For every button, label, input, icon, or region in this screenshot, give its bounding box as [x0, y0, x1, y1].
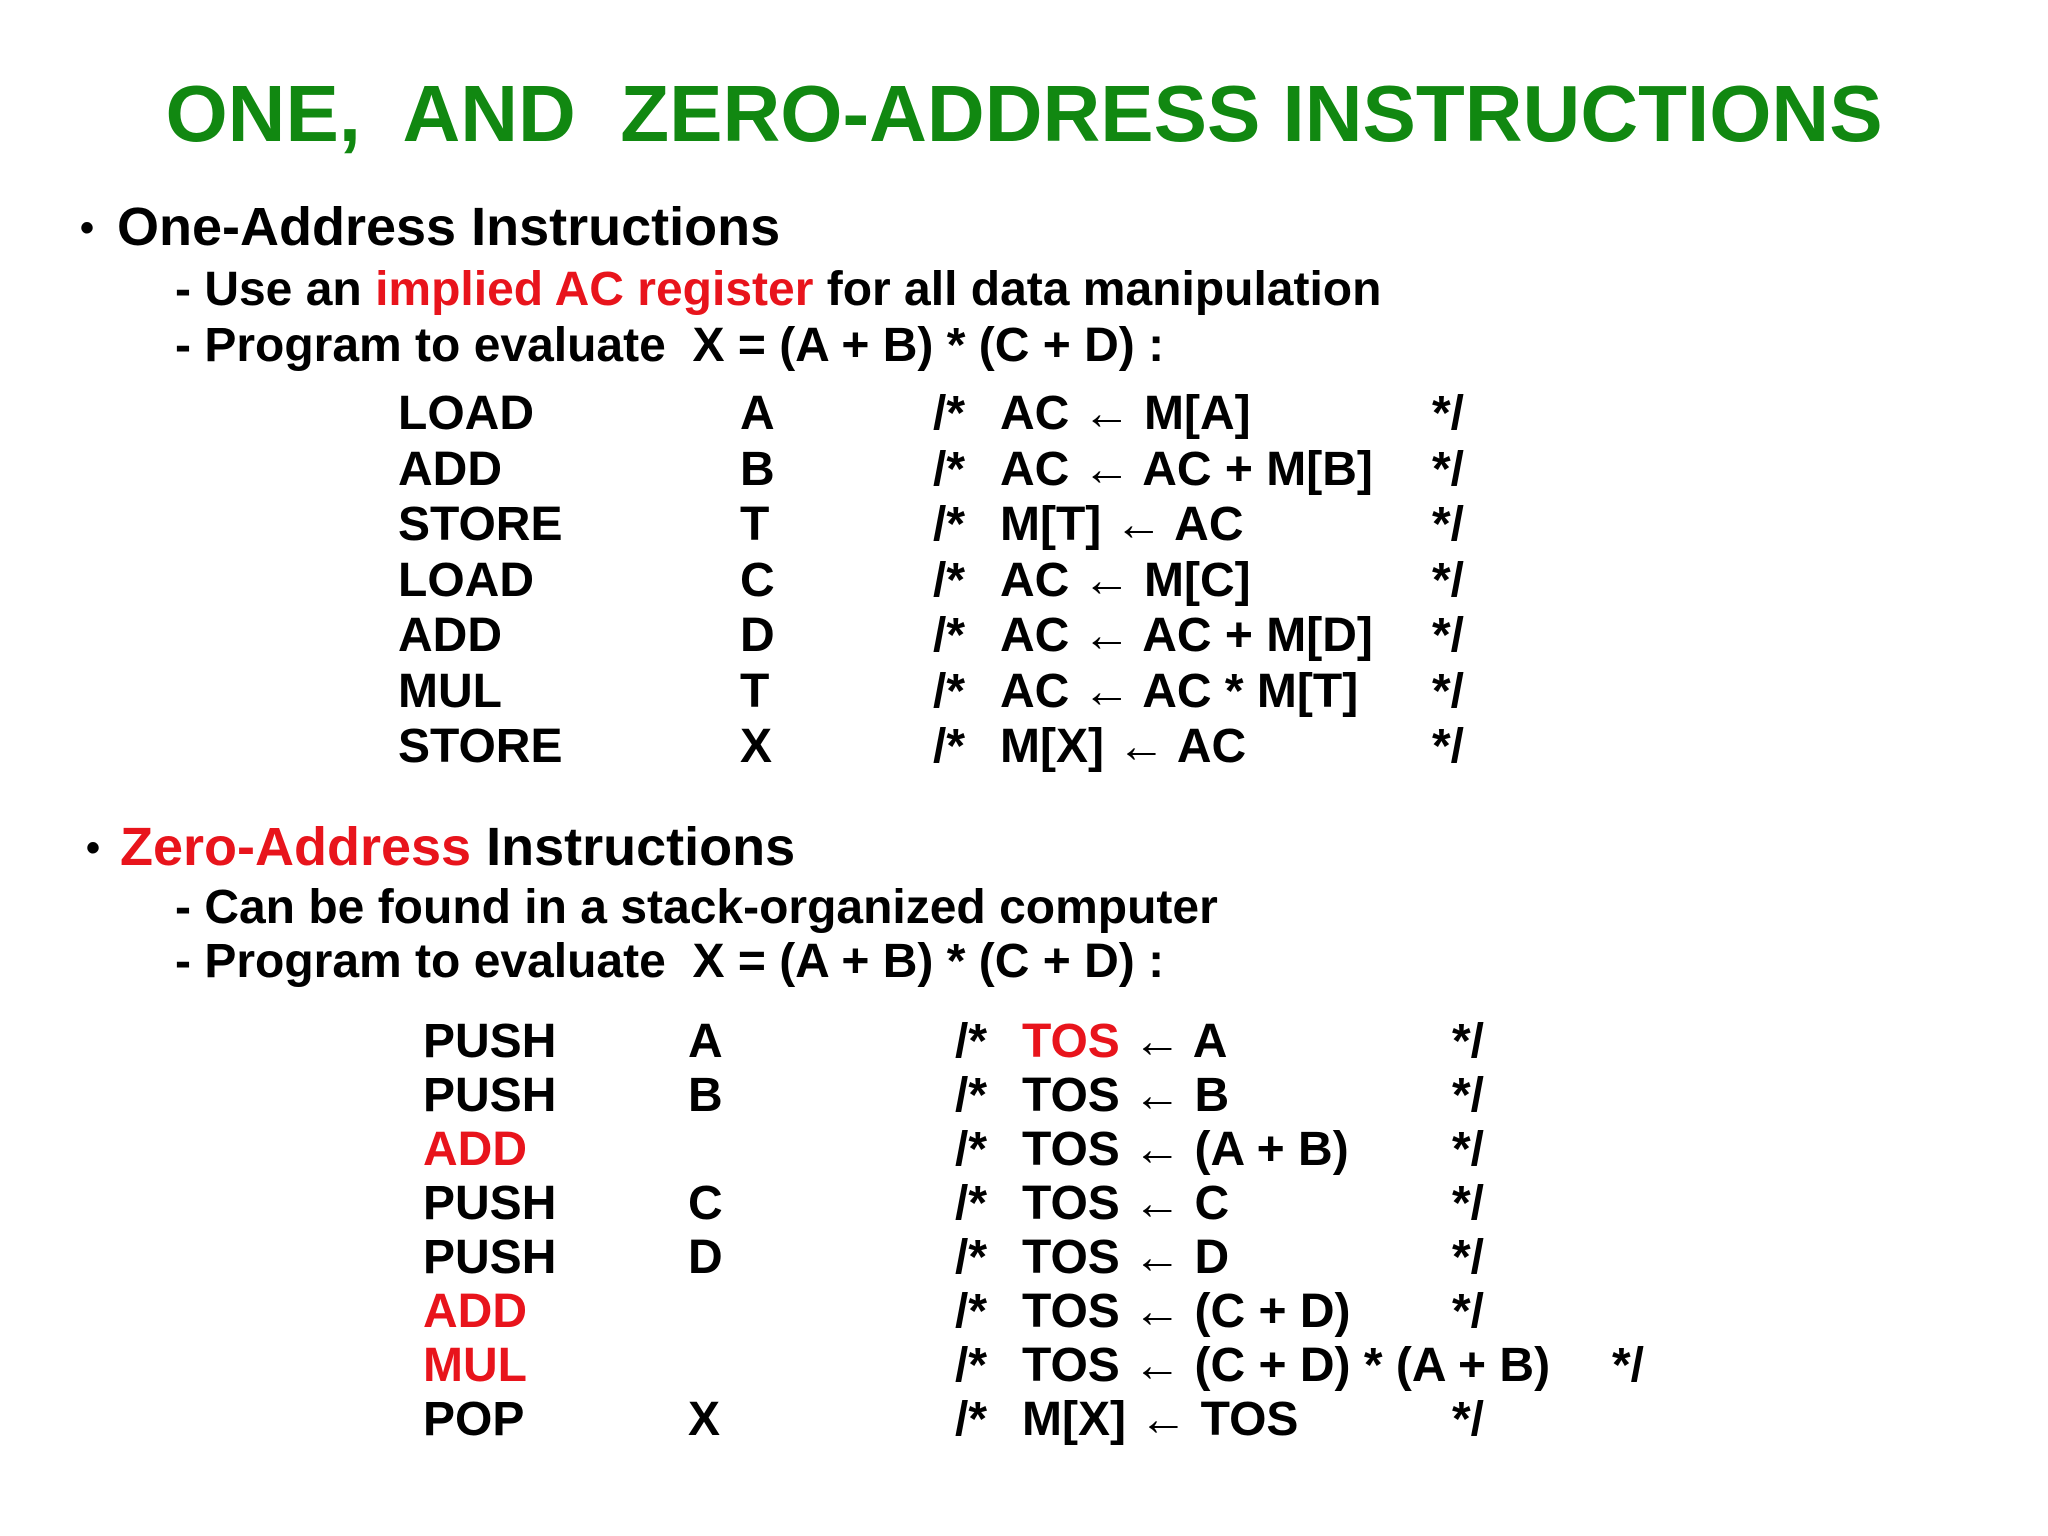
comment-text: AC ← M[A] — [1000, 387, 1251, 440]
comment-close: */ — [1452, 1177, 1485, 1230]
comment-text — [1022, 1014, 1227, 1070]
comment-text — [1022, 1230, 1229, 1286]
comment-close: */ — [1452, 1015, 1485, 1068]
instruction-opcode: ADD — [398, 442, 502, 496]
comment-open: /* — [933, 498, 966, 551]
comment-body: M[X] ← TOS — [1022, 1393, 1299, 1446]
comment-close: */ — [1452, 1069, 1485, 1122]
comment-close: */ — [1612, 1339, 1645, 1392]
comment-open: /* — [955, 1339, 988, 1392]
comment-body: TOS ← (C + D) — [1022, 1285, 1351, 1338]
comment-close: */ — [1432, 720, 1465, 773]
one-address-heading: One-Address Instructions — [117, 197, 781, 257]
comment-body: TOS ← C — [1022, 1177, 1230, 1230]
instruction-opcode: STORE — [398, 720, 563, 773]
comment-text: M[X] ← AC — [1000, 720, 1247, 773]
comment-text: AC ← AC + M[B] — [1000, 442, 1373, 496]
instruction-operand: X — [688, 1393, 721, 1446]
bullet-dot: • — [86, 826, 101, 870]
instruction-operand: C — [740, 553, 775, 607]
comment-open: /* — [933, 442, 966, 496]
comment-open: /* — [955, 1393, 988, 1446]
comment-close: */ — [1432, 387, 1465, 440]
comment-text — [1022, 1338, 1550, 1394]
instruction-operand: T — [740, 664, 770, 718]
line1-prefix: - Use an — [175, 263, 376, 316]
instructions-label: Instructions — [471, 817, 796, 877]
comment-body: ← A — [1119, 1015, 1228, 1068]
instruction-operand: A — [688, 1015, 723, 1068]
instruction-operand: D — [740, 609, 775, 662]
instruction-operand: B — [740, 442, 775, 496]
comment-close: */ — [1452, 1231, 1485, 1284]
comment-body: TOS ← (A + B) — [1022, 1123, 1349, 1176]
comment-body: TOS ← B — [1022, 1069, 1230, 1122]
instruction-operand: C — [688, 1177, 723, 1230]
instruction-operand: T — [740, 498, 770, 551]
zero-address-line1: - Can be found in a stack-organized computer — [175, 881, 1218, 934]
instruction-opcode: MUL — [398, 664, 502, 718]
comment-text: M[T] ← AC — [1000, 498, 1244, 551]
comment-open: /* — [955, 1123, 988, 1176]
comment-text — [1022, 1176, 1229, 1232]
comment-close: */ — [1432, 664, 1465, 718]
implied-ac-register: implied AC register — [375, 263, 814, 316]
tos-highlight: TOS — [1022, 1015, 1120, 1068]
instruction-opcode: LOAD — [398, 387, 534, 440]
comment-open: /* — [933, 609, 966, 662]
instruction-operand: D — [688, 1231, 723, 1284]
zero-address-heading — [120, 815, 795, 879]
comment-open: /* — [955, 1177, 988, 1230]
line1-suffix: for all data manipulation — [813, 263, 1382, 316]
instruction-operand: X — [740, 720, 773, 773]
comment-close: */ — [1452, 1393, 1485, 1446]
comment-text: AC ← M[C] — [1000, 553, 1251, 607]
zero-address-line2: - Program to evaluate X = (A + B) * (C + D) : — [175, 935, 1165, 988]
comment-text — [1022, 1068, 1229, 1124]
bullet-dot: • — [80, 206, 95, 250]
zero-address-label: Zero-Address — [120, 817, 472, 877]
instruction-opcode: PUSH — [423, 1177, 557, 1230]
comment-body: TOS ← D — [1022, 1231, 1230, 1284]
comment-close: */ — [1432, 609, 1465, 662]
comment-close: */ — [1452, 1285, 1485, 1338]
instruction-opcode: PUSH — [423, 1015, 557, 1068]
instruction-opcode: MUL — [423, 1339, 527, 1392]
comment-open: /* — [955, 1069, 988, 1122]
instruction-opcode: ADD — [398, 609, 502, 662]
comment-body: TOS ← (C + D) * (A + B) — [1022, 1339, 1551, 1392]
instruction-opcode: STORE — [398, 498, 563, 551]
comment-text: AC ← AC + M[D] — [1000, 609, 1373, 662]
instruction-opcode: LOAD — [398, 553, 534, 607]
instruction-opcode: PUSH — [423, 1231, 557, 1284]
comment-open: /* — [955, 1285, 988, 1338]
comment-close: */ — [1432, 442, 1465, 496]
comment-open: /* — [933, 387, 966, 440]
comment-text — [1022, 1122, 1349, 1178]
instruction-operand: B — [688, 1069, 723, 1122]
slide-title: ONE, AND ZERO-ADDRESS INSTRUCTIONS — [165, 69, 1883, 158]
comment-text — [1022, 1392, 1298, 1448]
comment-open: /* — [955, 1231, 988, 1284]
comment-open: /* — [955, 1015, 988, 1068]
instruction-opcode: ADD — [423, 1285, 527, 1338]
comment-close: */ — [1452, 1123, 1485, 1176]
comment-open: /* — [933, 720, 966, 773]
comment-open: /* — [933, 553, 966, 607]
one-address-line1 — [175, 262, 1381, 318]
one-address-line2: - Program to evaluate X = (A + B) * (C + D) : — [175, 319, 1165, 372]
comment-open: /* — [933, 664, 966, 718]
comment-close: */ — [1432, 553, 1465, 607]
instruction-operand: A — [740, 387, 775, 440]
comment-text: AC ← AC * M[T] — [1000, 664, 1359, 718]
instruction-opcode: POP — [423, 1393, 525, 1446]
instruction-opcode: PUSH — [423, 1069, 557, 1122]
comment-text — [1022, 1284, 1350, 1340]
comment-close: */ — [1432, 498, 1465, 551]
instruction-opcode: ADD — [423, 1123, 527, 1176]
